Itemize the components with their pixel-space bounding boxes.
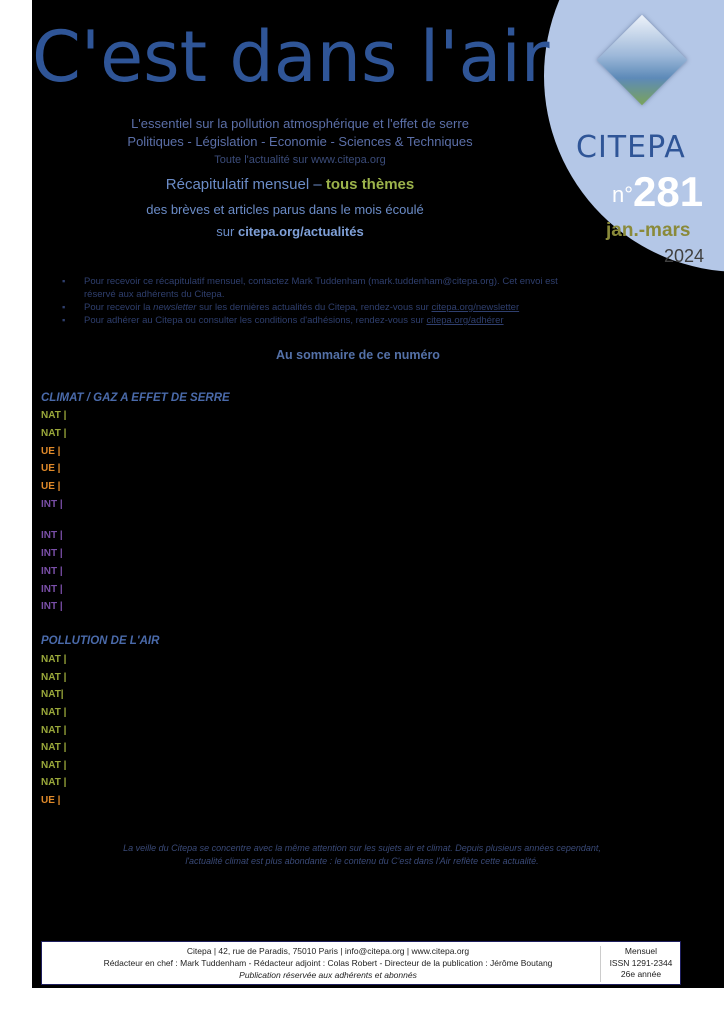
- list-item: UE |: [41, 795, 61, 806]
- bullet-item: ▪ Pour recevoir ce récapitulatif mensuel, contactez Mark Tuddenham (mark.tuddenham@citepa.org). Cet envoi est réservé aux adhérents du Citepa.: [62, 275, 562, 301]
- list-item: INT |: [41, 584, 63, 595]
- list-item: INT |: [41, 548, 63, 559]
- list-item: NAT |: [41, 410, 67, 421]
- footer-divider: [600, 946, 601, 982]
- newsletter-link[interactable]: citepa.org/newsletter: [431, 302, 520, 313]
- list-item: NAT |: [41, 672, 67, 683]
- sommaire-heading: Au sommaire de ce numéro: [276, 348, 440, 362]
- list-item: NAT |: [41, 428, 67, 439]
- footer-box: [41, 941, 681, 985]
- list-item: NAT |: [41, 760, 67, 771]
- actualites-link[interactable]: citepa.org/actualités: [237, 224, 364, 239]
- list-item: NAT |: [41, 742, 67, 753]
- issue-year: 2024: [664, 246, 705, 266]
- list-item: UE |: [41, 446, 61, 457]
- list-item: NAT |: [41, 707, 67, 718]
- list-item: NAT |: [41, 654, 67, 665]
- citepa-wordmark: CITEPA: [576, 130, 686, 165]
- subtitle-line-1: L'essentiel sur la pollution atmosphérique et l'effet de serre: [131, 116, 469, 131]
- recap-line-2: des brèves et articles parus dans le mois écoulé: [146, 202, 424, 217]
- recap-line-1: Récapitulatif mensuel – tous thèmes: [165, 176, 415, 193]
- recap-line-3: sur citepa.org/actualités: [216, 224, 364, 239]
- issue-number: n°281: [612, 168, 704, 215]
- bullet-item: ▪ Pour adhérer au Citepa ou consulter les conditions d'adhésions, rendez-vous sur citepa.org/adhérer: [62, 314, 562, 327]
- globe-diamond-icon: [597, 15, 688, 106]
- bullet-item: ▪ Pour recevoir la newsletter sur les dernières actualités du Citepa, rendez-vous sur citepa.org/newsletter: [62, 301, 562, 314]
- list-item: INT |: [41, 530, 63, 541]
- publication-title: C'est dans l'air: [32, 16, 550, 98]
- adherer-link[interactable]: citepa.org/adhérer: [426, 315, 504, 326]
- issue-period: jan.-mars: [606, 220, 691, 241]
- list-item: INT |: [41, 601, 63, 612]
- list-item: INT |: [41, 566, 63, 577]
- list-item: NAT|: [41, 689, 64, 700]
- list-item: INT |: [41, 499, 63, 510]
- list-item: UE |: [41, 481, 61, 492]
- footer-credits: Citepa | 42, rue de Paradis, 75010 Paris | info@citepa.org | www.citepa.org Rédacteur en chef : Mark Tuddenham - Rédacteur adjoint : Colas Robert - Directeur de la publication : Jérôme Boutang Publication réservée aux adhérents et abonnés: [103, 946, 553, 980]
- section-pollution-heading: POLLUTION DE L'AIR: [41, 635, 160, 647]
- list-item: NAT |: [41, 777, 67, 788]
- footer-meta: Mensuel ISSN 1291-2344 26e année: [609, 946, 673, 979]
- list-item: UE |: [41, 463, 61, 474]
- section-climat-heading: CLIMAT / GAZ A EFFET DE SERRE: [41, 392, 230, 404]
- subtitle-line-2: Politiques - Législation - Economie - Sciences & Techniques: [127, 134, 473, 149]
- subtitle-line-3: Toute l'actualité sur www.citepa.org: [214, 154, 386, 166]
- list-item: NAT |: [41, 725, 67, 736]
- editorial-note: La veille du Citepa se concentre avec la même attention sur les sujets air et climat. Depuis plusieurs années cependant, l'actualité climat est plus abondante : le contenu du C'est dans l'Air reflète cette actualité.: [123, 843, 601, 866]
- citepa-diamond-logo: [596, 14, 688, 106]
- info-bullets: [62, 275, 562, 327]
